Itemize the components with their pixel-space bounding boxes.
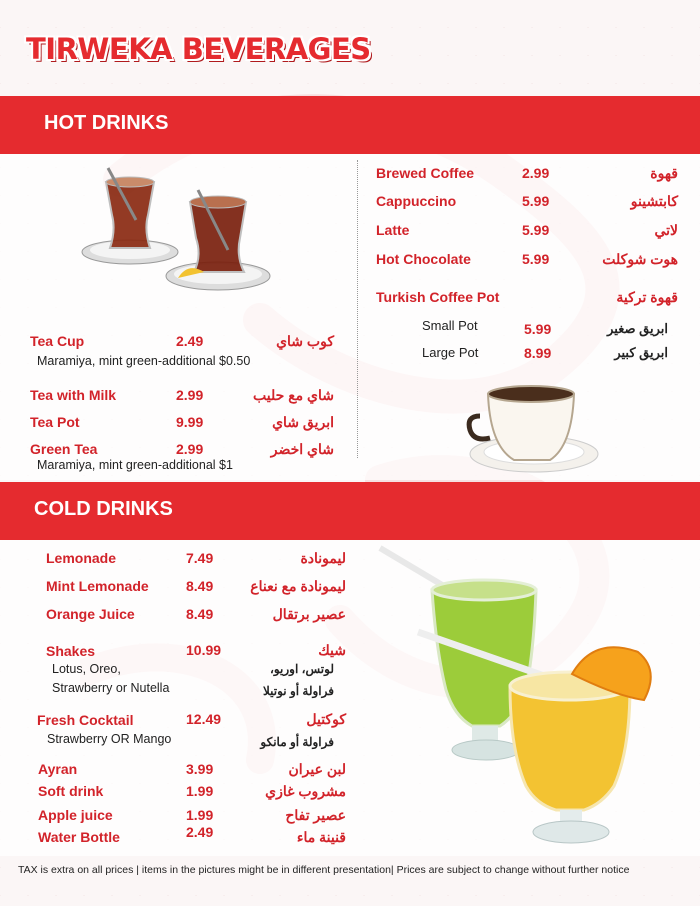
item-arabic-name: شاي اخضر [270,441,334,457]
cold-drinks-heading: COLD DRINKS [34,498,173,520]
footer-note: TAX is extra on all prices | items in the pictures might be in different presentation| Prices are subject to change without further notice [18,864,630,876]
item-name: Soft drink [38,783,104,799]
item-note: Strawberry OR Mango [47,732,172,746]
item-price: 9.99 [176,414,204,430]
item-name: Lemonade [46,550,117,566]
item-price: 8.49 [186,578,214,594]
size-price: 8.99 [524,345,552,361]
size-name: Small Pot [422,318,478,333]
item-name: Shakes [46,643,96,659]
item-price: 2.99 [522,165,550,181]
item-arabic-name: كوكتيل [306,711,346,727]
item-arabic-name: لبن عيران [288,761,346,777]
item-name: Brewed Coffee [376,165,475,181]
item-arabic-name: ابريق شاي [272,414,334,430]
item-name: Cappuccino [376,193,457,209]
tea-glasses-image [78,160,278,295]
item-arabic-name: مشروب غازي [265,783,346,799]
item-name: Mint Lemonade [46,578,149,594]
item-price: 3.99 [186,761,214,777]
item-price: 1.99 [186,783,214,799]
item-note: Strawberry or Nutella [52,681,170,695]
item-arabic-name: لاتي [654,222,678,238]
item-price: 10.99 [186,642,222,658]
hot-drinks-heading: HOT DRINKS [44,112,169,134]
item-price: 5.99 [522,222,550,238]
item-price: 8.49 [186,606,214,622]
item-arabic-name: ليمونادة مع نعناع [250,578,346,594]
item-price: 1.99 [186,807,214,823]
item-arabic-name: ليمونادة [300,550,346,566]
item-price: 2.99 [176,441,204,457]
item-arabic-name: شاي مع حليب [253,387,334,403]
item-price: 5.99 [522,193,550,209]
size-arabic-name: ابريق كبير [614,345,668,360]
size-price: 5.99 [524,321,552,337]
item-arabic-note: لوتس، اوريو، [269,662,334,676]
item-arabic-name: كوب شاي [276,333,334,349]
item-name: Fresh Cocktail [37,712,134,728]
item-arabic-name: قهوة [650,165,678,181]
item-arabic-name: كابتشينو [630,193,678,209]
item-name: Orange Juice [46,606,135,622]
item-price: 2.99 [176,387,204,403]
item-name: Tea with Milk [30,387,117,403]
item-note: Lotus, Oreo, [52,662,121,676]
item-arabic-note: فراولة أو نوتيلا [262,684,334,698]
item-name: Turkish Coffee Pot [376,289,500,305]
item-name: Water Bottle [38,829,120,845]
size-arabic-name: ابريق صغير [607,321,668,336]
page-title: TIRWEKA BEVERAGES [26,32,371,66]
coffee-cup-image [466,382,602,478]
item-name: Latte [376,222,410,238]
item-price: 2.49 [176,333,204,349]
hot-drinks-header [0,96,700,154]
item-arabic-name: قهوة تركية [616,289,678,305]
item-name: Hot Chocolate [376,251,471,267]
item-arabic-name: هوت شوكلت [602,251,678,267]
item-name: Green Tea [30,441,98,457]
item-price: 7.49 [186,550,214,566]
item-arabic-note: فراولة أو مانكو [260,735,334,749]
item-name: Tea Pot [30,414,80,430]
item-arabic-name: شيك [318,642,346,658]
column-divider [357,160,359,458]
item-name: Apple juice [38,807,113,823]
item-arabic-name: عصير تفاح [285,807,346,823]
item-name: Ayran [38,761,78,777]
item-price: 12.49 [186,711,222,727]
item-price: 2.49 [186,824,214,840]
item-arabic-name: قنينة ماء [296,829,346,845]
item-note: Maramiya, mint green-additional $1 [37,458,233,472]
item-note: Maramiya, mint green-additional $0.50 [37,354,251,368]
cold-drinks-header [0,482,700,540]
item-price: 5.99 [522,251,550,267]
cold-drinks-image [376,540,666,852]
item-arabic-name: عصير برتقال [272,606,346,622]
size-name: Large Pot [422,345,479,360]
item-name: Tea Cup [30,333,85,349]
